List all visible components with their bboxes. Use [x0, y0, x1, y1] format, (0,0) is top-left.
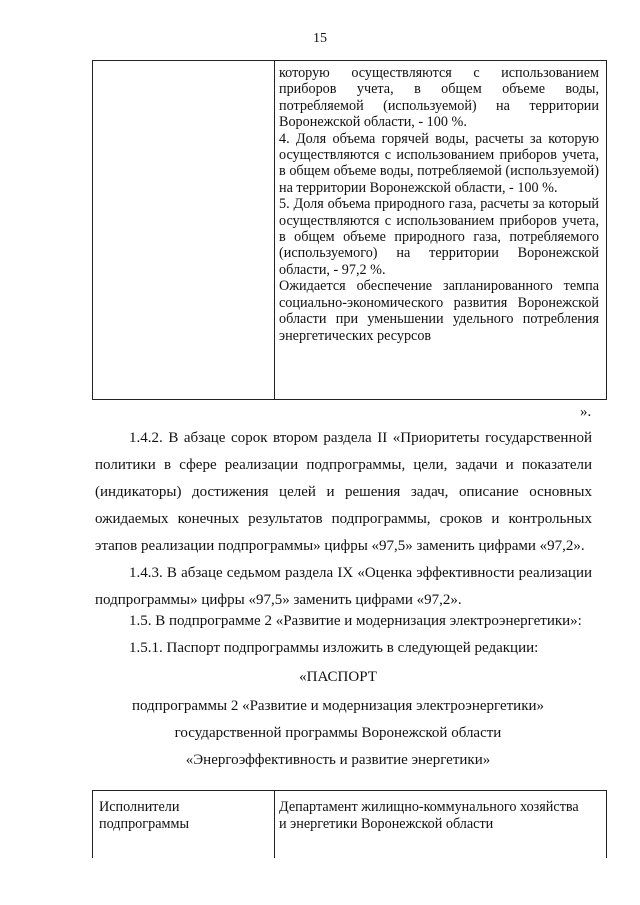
passport-row-label-cell — [93, 791, 275, 858]
passport-subtitle-subprogram: подпрограммы 2 «Развитие и модернизация электроэнергетики» — [131, 698, 545, 714]
row-value-line: Департамент жилищно-коммунального хозяйства — [279, 799, 579, 815]
paragraph-1-4-3 — [95, 560, 592, 614]
closing-quote-mark: ». — [580, 404, 592, 420]
row-value-line: и энергетики Воронежской области — [279, 816, 494, 832]
paragraph-text: 1.5.1. Паспорт подпрограммы изложить в следующей редакции: — [129, 640, 539, 656]
passport-table — [92, 790, 607, 858]
continuation-table — [92, 60, 607, 400]
table-right-cell — [279, 65, 599, 344]
paragraph-text: 1.4.2. В абзаце сорок втором раздела II «Приоритеты государственной политики в сфере реализации подпрограммы, цели, задачи и показатели (индикаторы) достижения целей и решения задач, описание основных ожидаемых конечных результатов подпрограммы, сроков и контрольных этапов реализации подпрограммы» цифры «97,5» заменить цифрами «97,2». — [95, 430, 592, 554]
paragraph-1-4-2 — [95, 425, 592, 560]
table-text-paragraph: 4. Доля объема горячей воды, расчеты за которую осуществляются с использованием приборов учета, в общем объеме воды, потребляемой (используемой) на территории Воронежской области, - 100 %. — [279, 130, 599, 196]
passport-title: «ПАСПОРТ — [299, 669, 377, 685]
table-text-paragraph: которую осуществляются с использованием приборов учета, в общем объеме воды, потребляемой (используемой) на территории Воронежской области, - 100 %. — [279, 65, 599, 131]
paragraph-text: 1.5. В подпрограмме 2 «Развитие и модернизация электроэнергетики»: — [129, 613, 582, 629]
row-label-line: Исполнители — [99, 799, 180, 815]
paragraph-1-5 — [95, 608, 592, 635]
paragraph-text: 1.4.3. В абзаце седьмом раздела IX «Оценка эффективности реализации подпрограммы» цифры «97,5» заменить цифрами «97,2». — [95, 565, 592, 608]
passport-subtitle-program-name: «Энергоэффективность и развитие энергетики» — [185, 752, 491, 768]
table-text-paragraph: Ожидается обеспечение запланированного темпа социально-экономического развития Воронежской области при уменьшении удельного потребления энергетических ресурсов — [279, 278, 599, 344]
table-left-cell — [93, 61, 275, 399]
paragraph-1-5-1 — [95, 635, 592, 662]
page-number: 15 — [313, 31, 327, 46]
row-label-line: подпрограммы — [99, 816, 189, 832]
table-text-paragraph: 5. Доля объема природного газа, расчеты за который осуществляются с использованием приборов учета, в общем объеме природного газа, потребляемого (используемого) на территории Воронежской области, - 97,2 %. — [279, 196, 599, 278]
passport-subtitle-program: государственной программы Воронежской области — [174, 725, 502, 741]
